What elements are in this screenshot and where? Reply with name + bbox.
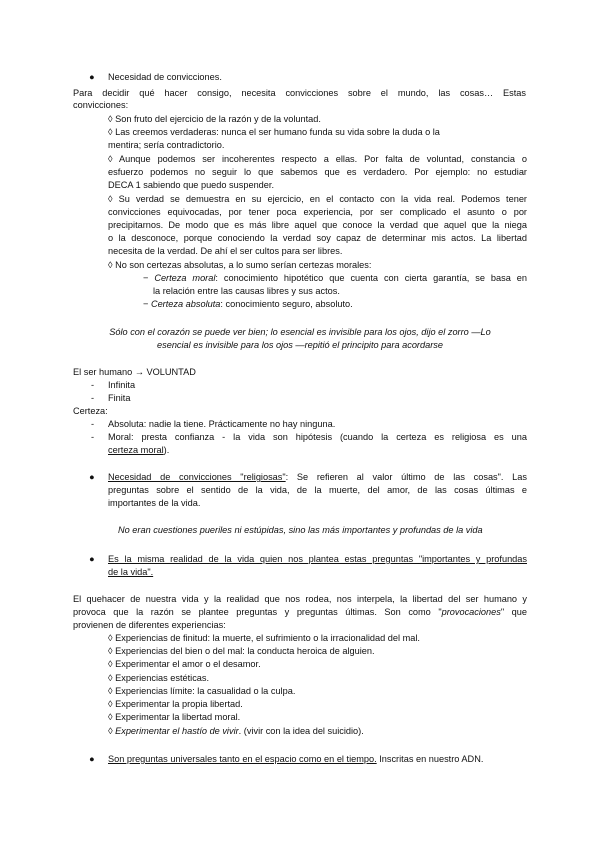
list-item: esfuerzo podemos no seguir lo que sabemos que es verdadero. Por ejemplo: no estudiar [108, 167, 527, 177]
sub-item [143, 298, 353, 311]
paragraph-line: provienen de diferentes experiencias: [73, 620, 226, 630]
list-item-continued [108, 444, 169, 457]
bullet: ● [89, 554, 95, 564]
italic-text: ◊ Experimentar el hastío de vivir [108, 726, 239, 736]
list-item: ◊ Experiencias estéticas. [108, 673, 210, 683]
bullet: ● [89, 472, 95, 482]
list-item: ◊ Aunque podemos ser incoherentes respecto a ellas. Por falta de voluntad, constancia o [108, 154, 527, 164]
paragraph-line: importantes de la vida. [108, 498, 201, 508]
list-item: Moral: presta confianza - la vida son hipótesis (cuando la certeza es religiosa es una [108, 432, 527, 442]
list-item: ◊ Experimentar el amor o el desamor. [108, 659, 261, 669]
paragraph-line: Para decidir qué hacer consigo, necesita convicciones sobre el mundo, las cosas… Estas [73, 88, 526, 98]
list-item: Absoluta: nadie la tiene. Prácticamente no hay ninguna. [108, 419, 336, 429]
dash: - [91, 380, 95, 390]
text: ). [163, 445, 170, 455]
italic-word: provocaciones [441, 607, 501, 617]
list-item [108, 725, 364, 738]
paragraph-line: preguntas sobre el sentido de la vida, de la muerte, del amor, de las cosas últimas e [108, 485, 527, 495]
text: : Se refieren al valor último de las cosas". Las [285, 472, 527, 482]
section-title [108, 471, 527, 484]
list-item: convicciones equivocadas, por tener poca experiencia, por ser complicado el asunto o por [108, 207, 527, 217]
dash-mark: − [143, 299, 149, 309]
quote-line: No eran cuestiones pueriles ni estúpidas, sino las más importantes y profundas de la vida [118, 525, 483, 535]
dash: - [91, 393, 95, 403]
section-title: Es la misma realidad de la vida quien nos plantea estas preguntas "importantes y profundas [108, 554, 527, 564]
bullet: ● [89, 72, 95, 82]
list-item: necesita de la verdad. De ahí el ser cultos para ser libres. [108, 246, 343, 256]
section-title [108, 753, 483, 766]
text: . (vivir con la idea del suicidio). [238, 726, 364, 736]
list-item: ◊ Experiencias límite: la casualidad o la culpa. [108, 686, 296, 696]
sub-item-continued: la relación entre las causas libres y sus actos. [153, 286, 340, 296]
list-item: ◊ Son fruto del ejercicio de la razón y de la voluntad. [108, 114, 321, 124]
text: Inscritas en nuestro ADN. [376, 754, 484, 764]
definition: : conocimiento hipotético que cuenta con cierta garantía, se basa en [215, 273, 527, 283]
underlined-heading: Son preguntas universales tanto en el espacio como en el tiempo. [108, 754, 377, 764]
paragraph-line: convicciones: [73, 100, 129, 110]
bullet: ● [89, 754, 95, 764]
paragraph-line: provoca que la razón se plantee preguntas y preguntas últimas. Son como "provocaciones" que [73, 607, 527, 617]
list-item: Finita [108, 393, 131, 403]
list-item: Infinita [108, 380, 136, 390]
section-title-continued: de la vida". [108, 567, 154, 577]
list-item: mentira; sería contradictorio. [108, 140, 225, 150]
list-item: ◊ Experiencias de finitud: la muerte, el sufrimiento o la irracionalidad del mal. [108, 633, 420, 643]
sub-item [143, 272, 527, 285]
term: Certeza moral [154, 273, 216, 283]
list-item: precipitarnos. De modo que es más libre aquel que conoce la verdad que aquel que la niega [108, 220, 527, 230]
quote-line: esencial es invisible para los ojos —repitió el principito para acordarse [157, 340, 443, 350]
list-item: ◊ No son certezas absolutas, a lo sumo serían certezas morales: [108, 260, 372, 270]
paragraph-line: El quehacer de nuestra vida y la realidad que nos rodea, nos interpela, la libertad del ser humano y [73, 594, 527, 604]
section-title: Necesidad de convicciones. [108, 72, 222, 82]
heading-certeza: Certeza: [73, 406, 108, 416]
list-item: DECA 1 sabiendo que puedo suspender. [108, 180, 275, 190]
list-item: ◊ Experimentar la libertad moral. [108, 712, 241, 722]
dash: - [91, 419, 95, 429]
list-item: o la desconoce, porque conociendo la verdad soy capaz de determinar mis actos. La libertad [108, 233, 527, 243]
heading-voluntad: El ser humano → VOLUNTAD [73, 367, 196, 377]
list-item: ◊ Experiencias del bien o del mal: la conducta heroica de alguien. [108, 646, 375, 656]
underlined-heading: Necesidad de convicciones "religiosas" [108, 472, 286, 482]
list-item: ◊ Las creemos verdaderas: nunca el ser humano funda su vida sobre la duda o la [108, 127, 440, 137]
list-item: ◊ Experimentar la propia libertad. [108, 699, 243, 709]
dash-mark: − [143, 273, 149, 283]
definition: : conocimiento seguro, absoluto. [220, 299, 353, 309]
dash: - [91, 432, 95, 442]
list-item: ◊ Su verdad se demuestra en su ejercicio, en el contacto con la vida real. Podemos tener [108, 194, 527, 204]
underlined-term: certeza moral [108, 445, 164, 455]
term: Certeza absoluta [150, 299, 221, 309]
quote-line: Sólo con el corazón se puede ver bien; lo esencial es invisible para los ojos, dijo el zorro —Lo [109, 327, 491, 337]
